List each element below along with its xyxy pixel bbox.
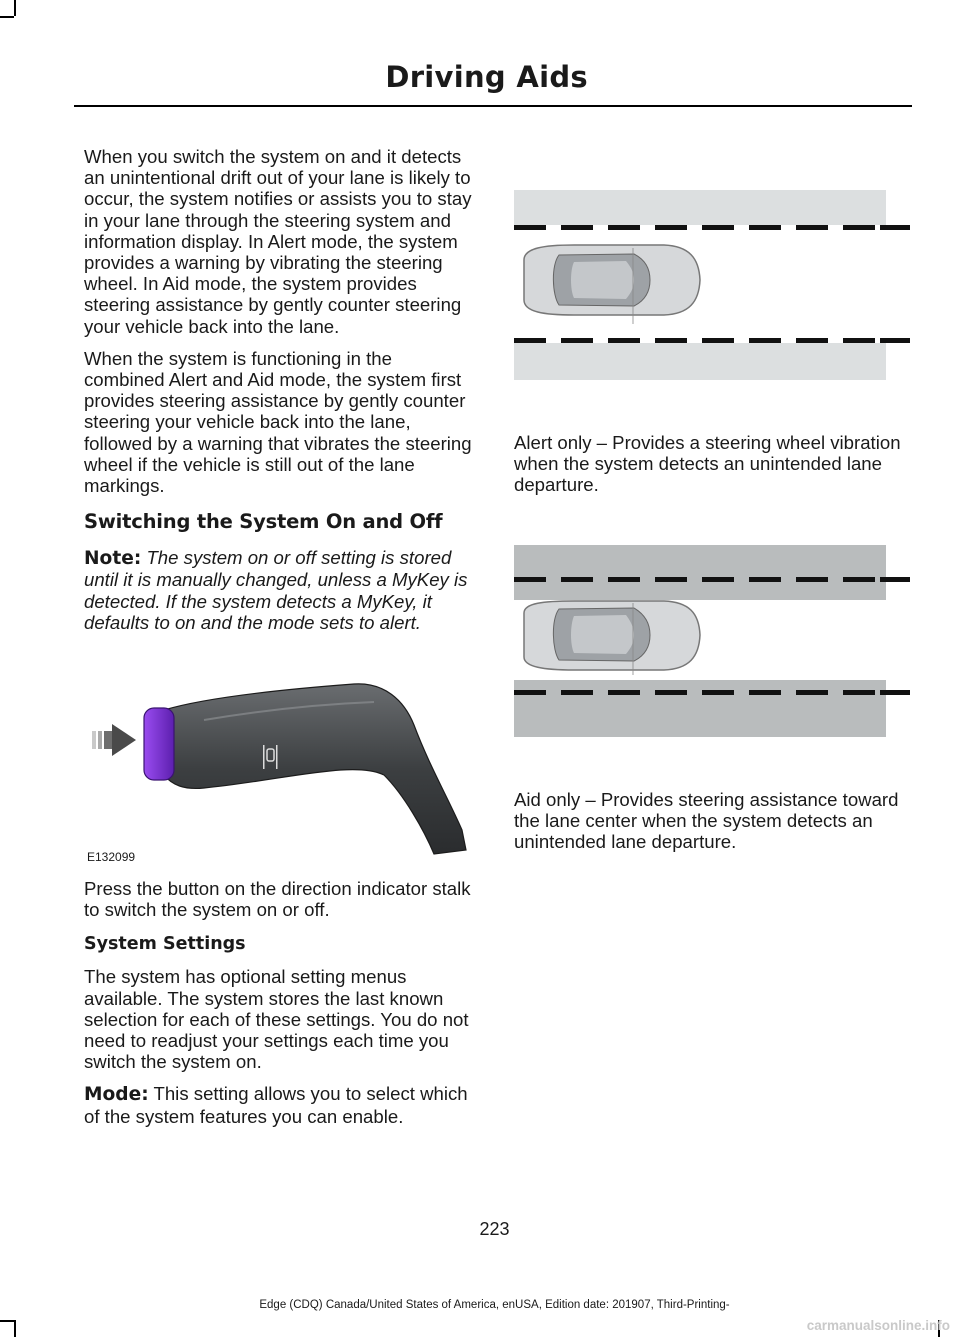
aid-only-lane-figure: [514, 545, 910, 737]
crop-mark: [14, 1320, 16, 1337]
note-text: The system on or off setting is stored until it is manually changed, unless a MyKey is detected. If the system detects a MyKey, it defaults to on and the mode sets to alert.: [84, 547, 468, 633]
left-column: [84, 146, 476, 644]
car-top-view-icon: [524, 245, 700, 324]
mode-text: This setting allows you to select which of the system features you can enable.: [84, 1083, 468, 1127]
alert-lane-illustration: [514, 190, 910, 380]
note-label: Note:: [84, 548, 142, 570]
figure-code: E132099: [87, 850, 136, 864]
system-settings-heading: System Settings: [84, 934, 246, 955]
section-heading: Switching the System On and Off: [84, 510, 443, 534]
note-paragraph: [84, 547, 476, 633]
settings-paragraph: The system has optional setting menus available. The system stores the last known selection for each of these settings. You do not need to readjust your settings each time you switch the system on.: [84, 966, 469, 1073]
aid-only-caption: Aid only – Provides steering assistance toward the lane center when the system detects an unintended lane departure.: [514, 789, 899, 853]
stalk-figure: [84, 670, 480, 868]
push-arrow-icon: [92, 724, 136, 756]
aid-lane-illustration: [514, 545, 910, 737]
page-number: 223: [479, 1219, 510, 1239]
crop-mark: [0, 16, 14, 18]
combined-mode-paragraph: When the system is functioning in the combined Alert and Aid mode, the system first provides steering assistance by gently counter steering your vehicle back into the lane, followed by a warning that vibrates the steering wheel if the vehicle is still out of the lane markings.: [84, 347, 472, 497]
lane-keeping-button: [144, 708, 174, 780]
mode-label: Mode:: [84, 1084, 149, 1106]
intro-paragraph: When you switch the system on and it detects an unintentional drift out of your lane is likely to occur, the system notifies or assists you to stay in your lane through the steering system and information display. In Alert mode, the system provides a warning by vibrating the steering wheel. In Aid mode, the system provides steering assistance by gently counter steering your vehicle back into the lane.: [84, 146, 472, 337]
crop-mark: [14, 0, 16, 16]
alert-only-caption: Alert only – Provides a steering wheel vibration when the system detects an unintended lane departure.: [514, 432, 901, 496]
header-rule: [74, 105, 912, 107]
left-column-lower: [84, 878, 476, 1138]
watermark: carmanualsonline.info: [806, 1318, 950, 1333]
direction-indicator-stalk-illustration: [84, 670, 480, 868]
page-title: Driving Aids: [385, 60, 588, 94]
car-top-view-icon: [524, 601, 700, 675]
press-button-paragraph: Press the button on the direction indicator stalk to switch the system on or off.: [84, 878, 471, 921]
mode-paragraph: [84, 1083, 476, 1126]
edition-footer: Edge (CDQ) Canada/United States of America, enUSA, Edition date: 201907, Third-Printing-: [259, 1299, 730, 1311]
crop-mark: [0, 1320, 14, 1322]
alert-only-lane-figure: [514, 190, 910, 380]
